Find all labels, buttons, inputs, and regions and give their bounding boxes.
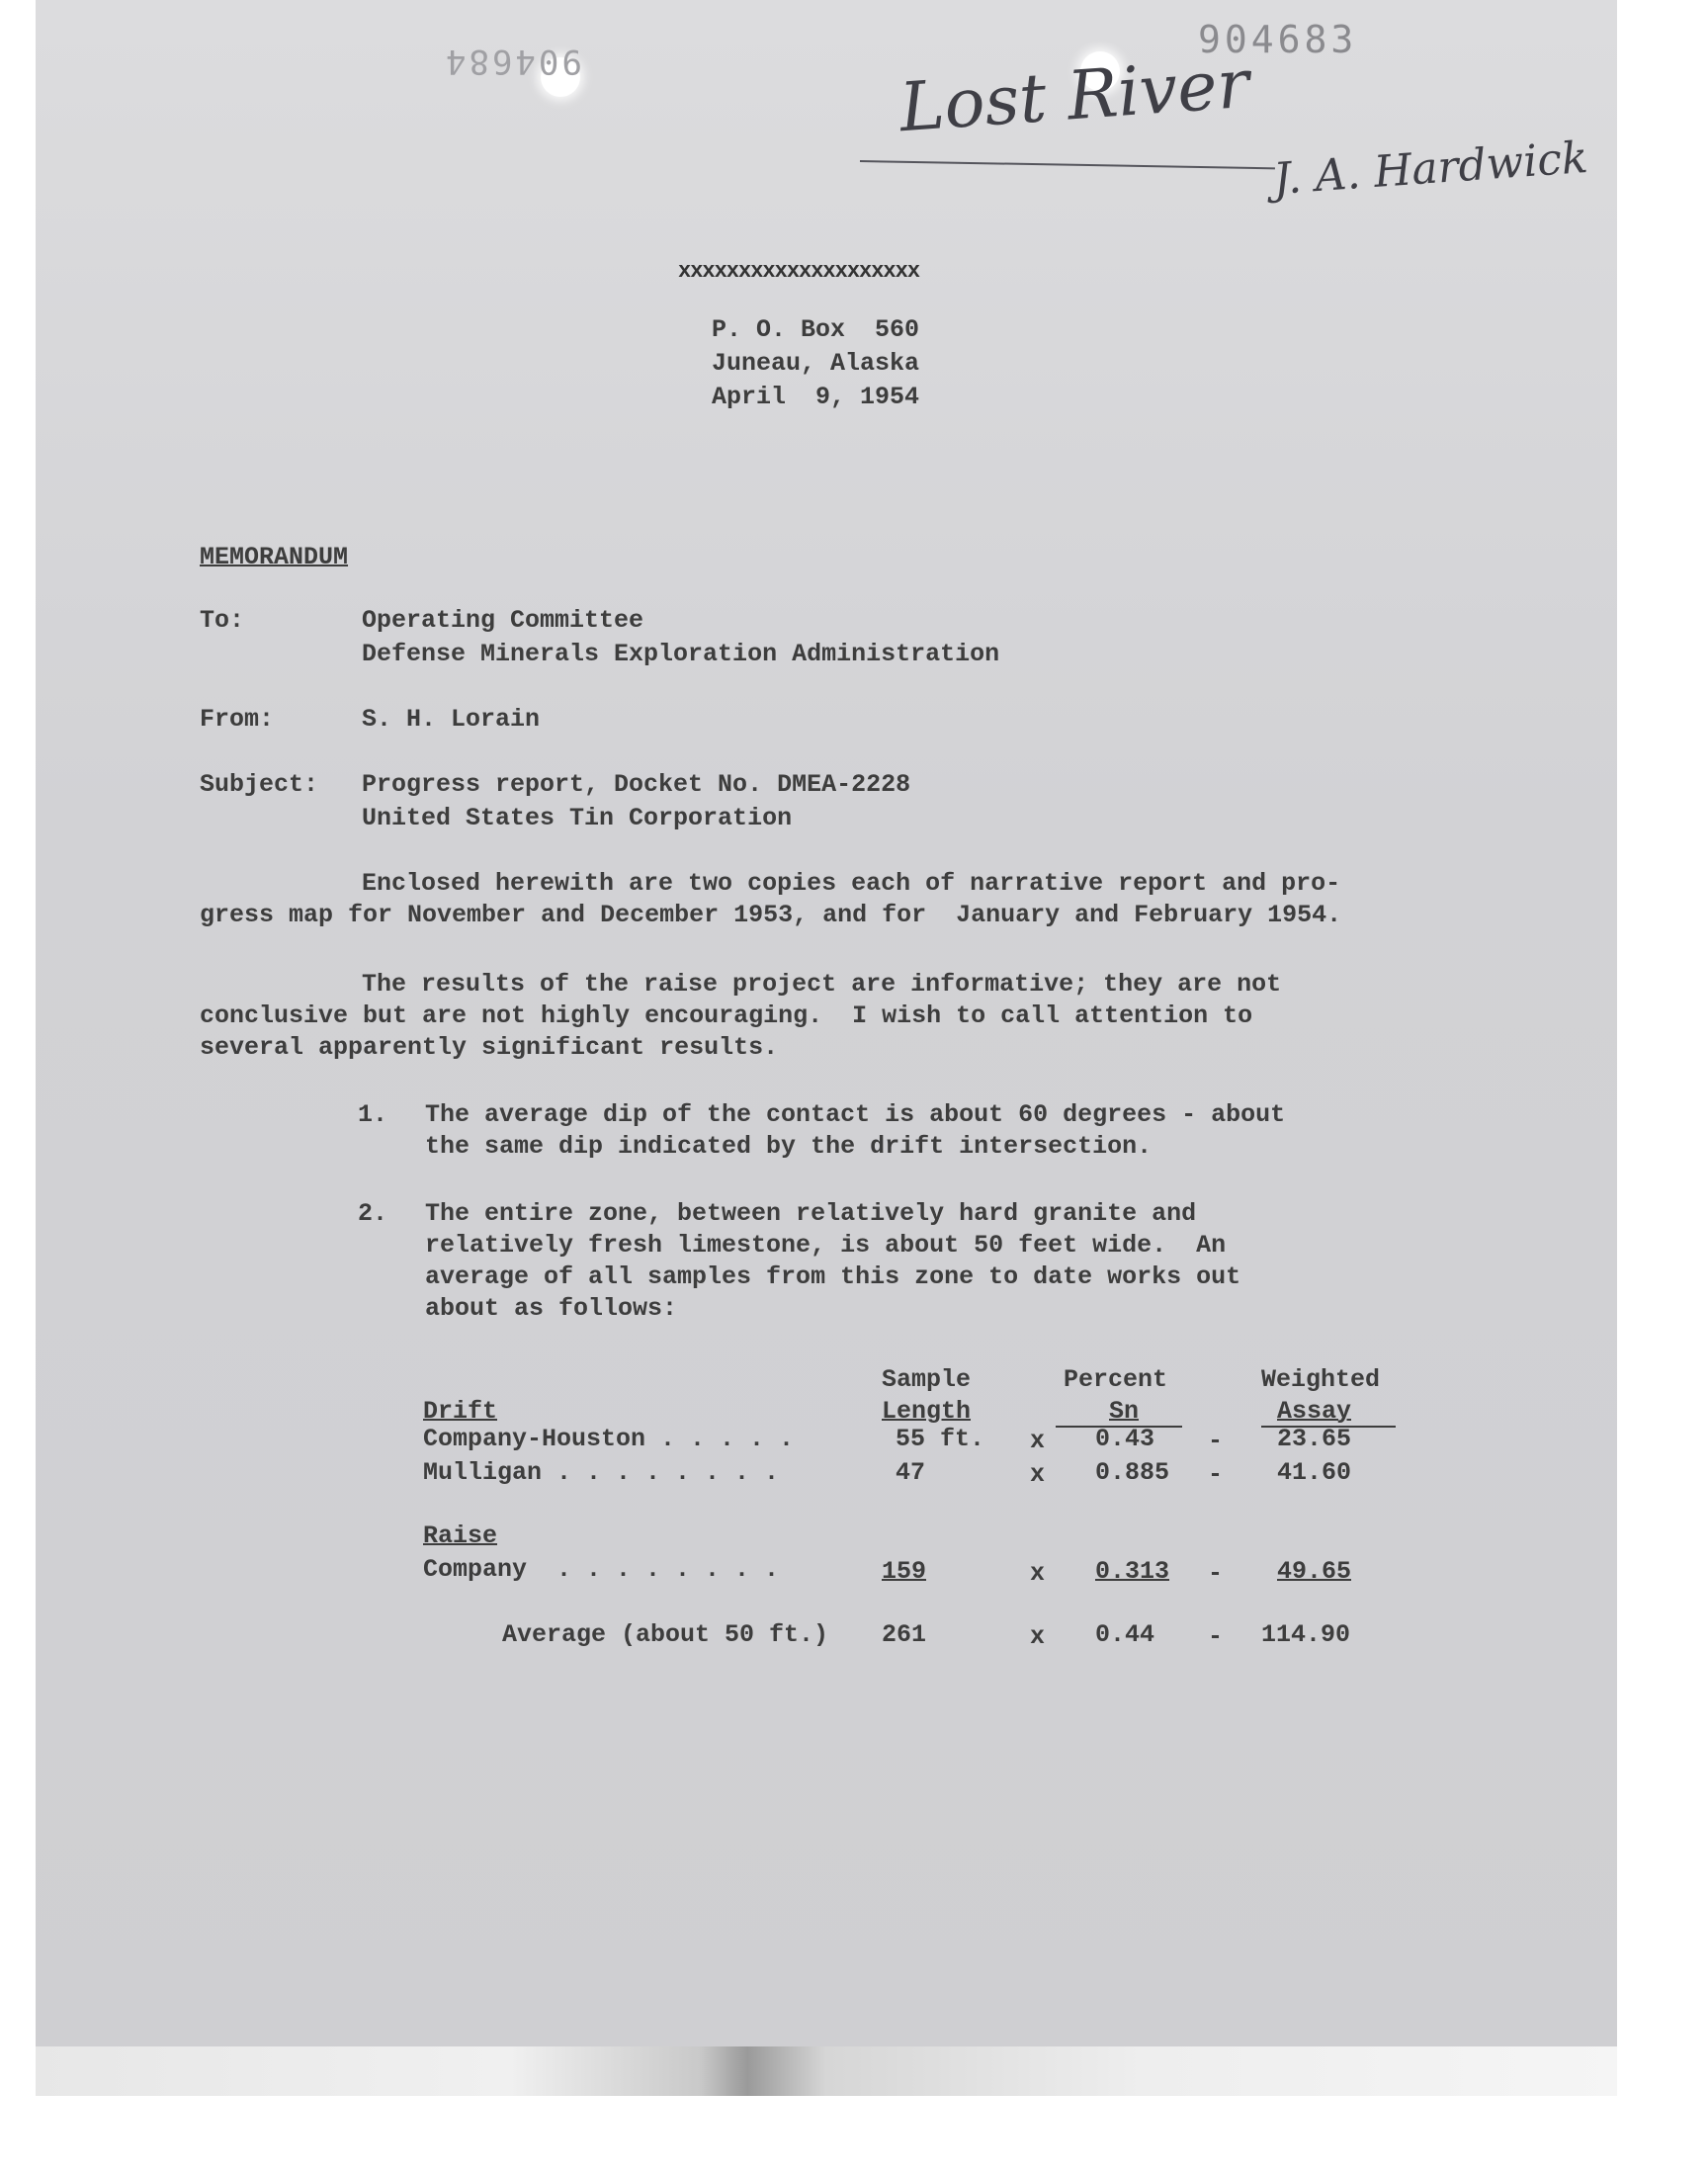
from-label: From: xyxy=(200,705,275,734)
handwritten-title: Lost River xyxy=(897,44,1252,148)
times-sign: x xyxy=(1030,1460,1046,1489)
times-sign: x xyxy=(1030,1622,1046,1651)
minus-sign: - xyxy=(1208,1559,1224,1588)
row-length: 55 ft. xyxy=(896,1425,985,1453)
to-label: To: xyxy=(200,606,245,635)
to-line2: Defense Minerals Exploration Administration xyxy=(362,640,1000,668)
row-assay: 23.65 xyxy=(1277,1425,1352,1453)
to-line1: Operating Committee xyxy=(362,606,644,635)
subject-label: Subject: xyxy=(200,770,319,799)
row-percent: 0.313 xyxy=(1095,1557,1170,1586)
subject-line2: United States Tin Corporation xyxy=(362,804,793,832)
document-number-stamp-faint: 904684 xyxy=(443,42,582,81)
row-assay: 41.60 xyxy=(1277,1458,1352,1487)
average-length: 261 xyxy=(882,1620,927,1649)
list-item-number: 1. xyxy=(358,1100,388,1129)
minus-sign: - xyxy=(1208,1427,1224,1455)
row-label: Company . . . . . . . . xyxy=(423,1555,780,1584)
header-weighted: Weighted xyxy=(1261,1365,1381,1394)
header-percent: Percent xyxy=(1064,1365,1168,1394)
average-percent: 0.44 xyxy=(1095,1620,1155,1649)
list-item2-line4: about as follows: xyxy=(425,1294,678,1323)
row-length: 47 xyxy=(896,1458,926,1487)
paragraph2-line1: The results of the raise project are informative; they are not xyxy=(362,970,1282,999)
row-label: Company-Houston . . . . . xyxy=(423,1425,795,1453)
header-drift: Drift xyxy=(423,1397,498,1426)
minus-sign: - xyxy=(1208,1460,1224,1489)
paragraph2-line3: several apparently significant results. xyxy=(200,1033,779,1062)
list-item1-line1: The average dip of the contact is about 60 degrees - about xyxy=(425,1100,1286,1129)
subject-line1: Progress report, Docket No. DMEA-2228 xyxy=(362,770,911,799)
row-percent: 0.43 xyxy=(1095,1425,1155,1453)
list-item2-line3: average of all samples from this zone to date works out xyxy=(425,1262,1241,1291)
list-item2-line2: relatively fresh limestone, is about 50 feet wide. An xyxy=(425,1231,1227,1260)
handwritten-signature: J. A. Hardwick xyxy=(1271,131,1590,206)
average-label: Average (about 50 ft.) xyxy=(502,1620,829,1649)
from-value: S. H. Lorain xyxy=(362,705,541,734)
letter-date: April 9, 1954 xyxy=(712,383,920,411)
paragraph1-line2: gress map for November and December 1953, and for January and February 1954. xyxy=(200,901,1342,929)
header-sample: Sample xyxy=(882,1365,972,1394)
header-assay: Assay xyxy=(1277,1397,1352,1426)
strikeout-line: xxxxxxxxxxxxxxxxxxxx xyxy=(678,259,920,284)
times-sign: x xyxy=(1030,1427,1046,1455)
row-percent: 0.885 xyxy=(1095,1458,1170,1487)
document-number-stamp: 904683 xyxy=(1198,18,1358,61)
address-line2: Juneau, Alaska xyxy=(712,349,920,378)
average-assay: 114.90 xyxy=(1261,1620,1351,1649)
scan-edge-strip xyxy=(36,2046,1617,2096)
paragraph1-line1: Enclosed herewith are two copies each of narrative report and pro- xyxy=(362,869,1341,898)
times-sign: x xyxy=(1030,1559,1046,1588)
raise-heading: Raise xyxy=(423,1522,498,1550)
paragraph2-line2: conclusive but are not highly encouraging. I wish to call attention to xyxy=(200,1001,1253,1030)
list-item2-line1: The entire zone, between relatively hard granite and xyxy=(425,1199,1197,1228)
address-line1: P. O. Box 560 xyxy=(712,315,920,344)
list-item1-line2: the same dip indicated by the drift intersection. xyxy=(425,1132,1153,1161)
header-length: Length xyxy=(882,1397,972,1426)
list-item-number: 2. xyxy=(358,1199,388,1228)
header-sn: Sn xyxy=(1109,1397,1140,1426)
row-length: 159 xyxy=(882,1557,927,1586)
row-assay: 49.65 xyxy=(1277,1557,1352,1586)
memo-heading: MEMORANDUM xyxy=(200,543,349,571)
row-label: Mulligan . . . . . . . . xyxy=(423,1458,780,1487)
minus-sign: - xyxy=(1208,1622,1224,1651)
